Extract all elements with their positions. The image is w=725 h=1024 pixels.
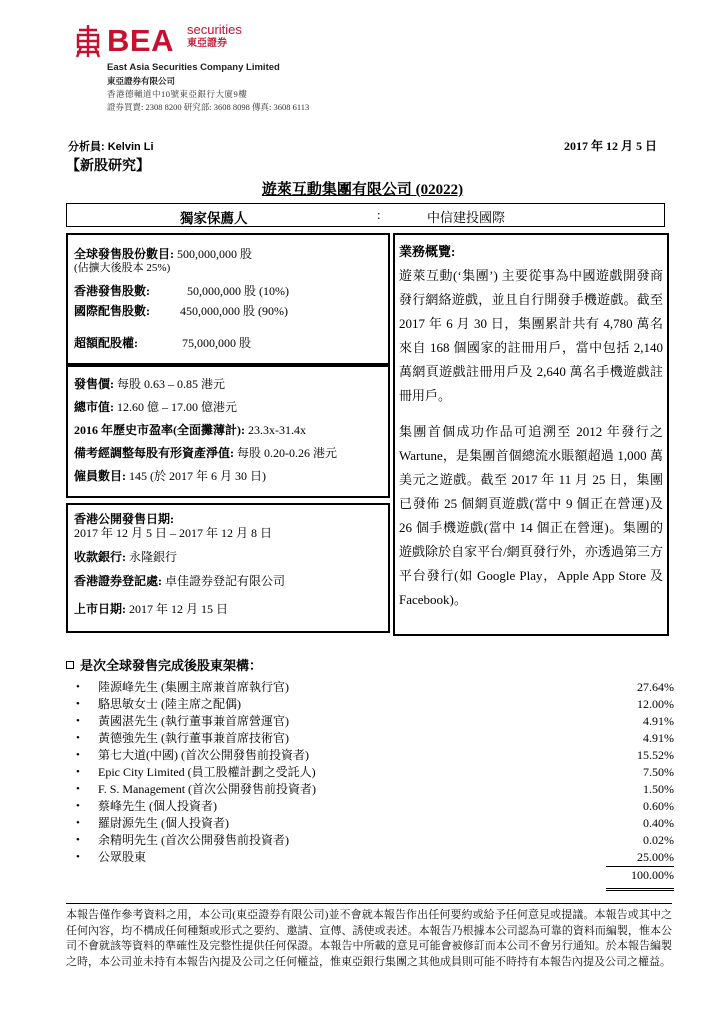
- hk-shares-value: 50,000,000 股 (10%): [187, 284, 289, 298]
- bullet-icon: •: [76, 715, 80, 727]
- hk-offer-dates: 2017 年 12 月 5 日 – 2017 年 12 月 8 日: [74, 526, 273, 540]
- shareholder-percentage: 0.02%: [643, 833, 674, 847]
- disclaimer: 本報告僅作參考資料之用，本公司(東亞證券有限公司)並不會就本報告作出任何要約或給予任何意見或提議。本報告或其中之任何內容，均不構成任何種類或形式之要約、邀請、宣傳、誘使或表述。本報告乃根據本公司認為可靠的資料而編製，惟本公司不會就該等資料的準確性及完整性提供任何保證。本報告中所載的意見可能會被修訂而本公司不會另行通知。於本報告編製之時，本公司並未持有本報告內提及公司之任何權益，惟東亞銀行集團之其他成員則可能不時持有本報告內提及公司之權益。: [66, 903, 672, 970]
- company-address: 香港德輔道中10號東亞銀行大廈9樓: [107, 89, 248, 99]
- shareholder-row: [66, 679, 674, 696]
- mcap-row: [74, 400, 382, 414]
- company-name-zh: 東亞證券有限公司: [107, 77, 176, 87]
- shareholder-name: 駱思敏女士 (陸主席之配偶): [98, 697, 241, 711]
- shareholder-row: [66, 781, 674, 798]
- bullet-icon: •: [76, 817, 80, 829]
- shareholder-percentage: 12.00%: [637, 697, 674, 711]
- bullet-icon: •: [76, 681, 80, 693]
- company-contacts: 證券買賣: 2308 8200 研究部: 3608 8098 傳真: 3608 6113: [107, 102, 310, 112]
- bullet-icon: •: [76, 783, 80, 795]
- checkbox-square-icon: [66, 661, 74, 669]
- bea-brand: BEA: [107, 23, 174, 58]
- hk-shares-label: 香港發售股數:: [74, 284, 150, 298]
- bullet-icon: •: [76, 800, 80, 812]
- shareholder-name: 余精明先生 (首次公開發售前投資者): [98, 833, 289, 847]
- shareholder-name: 黃德強先生 (執行董事兼首席技術官): [98, 731, 289, 745]
- total-percentage: 100.00%: [631, 868, 674, 882]
- shareholder-row: [66, 713, 674, 730]
- total-shares-row: [74, 247, 382, 261]
- listing-value: 2017 年 12 月 15 日: [126, 602, 229, 616]
- intl-shares-value: 450,000,000 股 (90%): [180, 304, 288, 318]
- shareholder-percentage: 27.64%: [637, 680, 674, 694]
- shareholder-percentage: 0.40%: [643, 816, 674, 830]
- mcap-value: 12.60 億 – 17.00 億港元: [114, 400, 238, 414]
- bullet-icon: •: [76, 698, 80, 710]
- mcap-label: 總市值:: [74, 400, 114, 414]
- report-date: 2017 年 12 月 5 日: [563, 139, 657, 153]
- intl-shares-label: 國際配售股數:: [74, 304, 150, 318]
- shareholder-row: [66, 764, 674, 781]
- shareholder-name: 陸源峰先生 (集團主席兼首席執行官): [98, 680, 289, 694]
- shareholder-list: [66, 679, 674, 885]
- nav-value: 每股 0.20-0.26 港元: [234, 446, 337, 460]
- shareholder-percentage: 15.52%: [637, 748, 674, 762]
- shareholder-percentage: 25.00%: [637, 850, 674, 864]
- shareholder-percentage: 4.91%: [643, 731, 674, 745]
- shareholder-percentage: 1.50%: [643, 782, 674, 796]
- shareholding-heading: [66, 655, 262, 674]
- securities-en: securities: [187, 22, 242, 37]
- staff-label: 僱員數目:: [74, 469, 126, 483]
- staff-row: [74, 469, 382, 483]
- bullet-icon: •: [76, 851, 80, 863]
- analyst-name: 分析員: Kelvin Li: [68, 141, 154, 153]
- schedule-box: [66, 503, 390, 633]
- business-paragraph-1: 遊萊互動(‘集團’) 主要從事為中國遊戲開發商發行網絡遊戲，並且自行開發手機遊戲。截至 2017 年 6 月 30 日，集團累計共有 4,780 萬名來自 168 個國家的註冊用戶，當中包括 2,140 萬網頁遊戲註冊用戶及 2,640 萬名手機遊戲註冊用戶。: [399, 268, 663, 403]
- ipo-facts-column: [66, 233, 390, 638]
- pe-row: [74, 423, 382, 437]
- business-heading: 業務概覽:: [399, 244, 456, 259]
- shareholder-name: 第七大道(中國) (首次公開發售前投資者): [98, 748, 309, 762]
- bullet-icon: •: [76, 766, 80, 778]
- letterhead: [75, 20, 495, 115]
- shareholder-name: F. S. Management (首次公開發售前投資者): [98, 782, 317, 796]
- price-label: 發售價:: [74, 377, 114, 391]
- valuation-box: [66, 365, 390, 498]
- shareholder-percentage: 0.60%: [643, 799, 674, 813]
- shareholder-row: [66, 798, 674, 815]
- shareholder-row: [66, 730, 674, 747]
- listing-label: 上市日期:: [74, 602, 126, 616]
- offering-box: [66, 233, 390, 365]
- nav-row: [74, 446, 382, 460]
- overallot-row: [74, 336, 382, 350]
- nav-label: 備考經調整每股有形資產淨值:: [74, 446, 234, 460]
- business-overview-box: [393, 233, 669, 636]
- bullet-icon: •: [76, 749, 80, 761]
- bank-value: 永隆銀行: [126, 550, 178, 564]
- shareholder-row: [66, 747, 674, 764]
- page-title: 遊萊互動集團有限公司 (02022): [261, 182, 464, 198]
- staff-value: 145 (於 2017 年 6 月 30 日): [126, 469, 266, 483]
- price-row: [74, 377, 382, 391]
- bullet-icon: •: [76, 732, 80, 744]
- overallot-label: 超額配股權:: [74, 336, 138, 350]
- hk-shares-row: [74, 284, 382, 298]
- total-shares-value: 500,000,000 股: [174, 247, 253, 261]
- shareholder-row: [66, 832, 674, 849]
- business-paragraph-2: 集團首個成功作品可追溯至 2012 年發行之 Wartune，是集團首個總流水賬額超過 1,000 萬美元之遊戲。截至 2017 年 11 月 25 日，集團已發佈 25 個網頁遊戲(當中 9 個正在營運)及 26 個手機遊戲(當中 14 個正在營運)。集團的遊戲除於自家平台/網頁發行外，亦透過第三方平台發行(如 Google Play，Apple App Store 及 Facebook)。: [399, 424, 663, 607]
- bank-row: [74, 550, 382, 564]
- listing-row: [74, 602, 382, 616]
- pe-value: 23.3x-31.4x: [245, 423, 306, 437]
- sponsor-value: 中信建投國際: [427, 210, 506, 225]
- pe-label: 2016 年歷史市盈率(全面攤薄計):: [74, 423, 245, 437]
- shareholder-percentage: 7.50%: [643, 765, 674, 779]
- sponsor-colon: :: [377, 207, 381, 222]
- intl-shares-row: [74, 304, 382, 318]
- shareholder-name: 黃國湛先生 (執行董事兼首席營運官): [98, 714, 289, 728]
- hk-offer-label-row: [74, 512, 382, 526]
- bea-logo-icon: [75, 24, 101, 58]
- double-underline: [606, 888, 674, 891]
- shareholder-name: 公眾股東: [98, 850, 147, 864]
- shareholder-row: [66, 815, 674, 832]
- company-name-en: East Asia Securities Company Limited: [107, 62, 280, 73]
- shareholder-row: [66, 696, 674, 713]
- price-value: 每股 0.63 – 0.85 港元: [114, 377, 226, 391]
- shareholder-row: [66, 849, 674, 866]
- sponsor-bar: [66, 203, 665, 227]
- shareholder-percentage: 4.91%: [643, 714, 674, 728]
- bullet-icon: •: [76, 834, 80, 846]
- registrar-label: 香港證券登記處:: [74, 574, 162, 588]
- shareholding-title: 是次全球發售完成後股東架構：: [80, 658, 263, 673]
- shareholder-name: 羅尉源先生 (個人投資者): [98, 816, 229, 830]
- enlarged-note: (佔擴大後股本 25%): [74, 262, 171, 274]
- total-row: [606, 866, 674, 885]
- registrar-row: [74, 574, 382, 588]
- hk-offer-label: 香港公開發售日期:: [74, 512, 174, 526]
- total-shares-label: 全球發售股份數目:: [74, 247, 174, 261]
- shareholder-name: Epic City Limited (員工股權計劃之受託人): [98, 765, 316, 779]
- registrar-value: 卓佳證券登記有限公司: [162, 574, 286, 588]
- bank-label: 收款銀行:: [74, 550, 126, 564]
- shareholder-name: 蔡峰先生 (個人投資者): [98, 799, 217, 813]
- sponsor-label: 獨家保薦人: [180, 211, 248, 226]
- securities-zh: 東亞證券: [187, 38, 227, 49]
- report-type: 【新股研究】: [66, 159, 150, 174]
- overallot-value: 75,000,000 股: [182, 336, 252, 350]
